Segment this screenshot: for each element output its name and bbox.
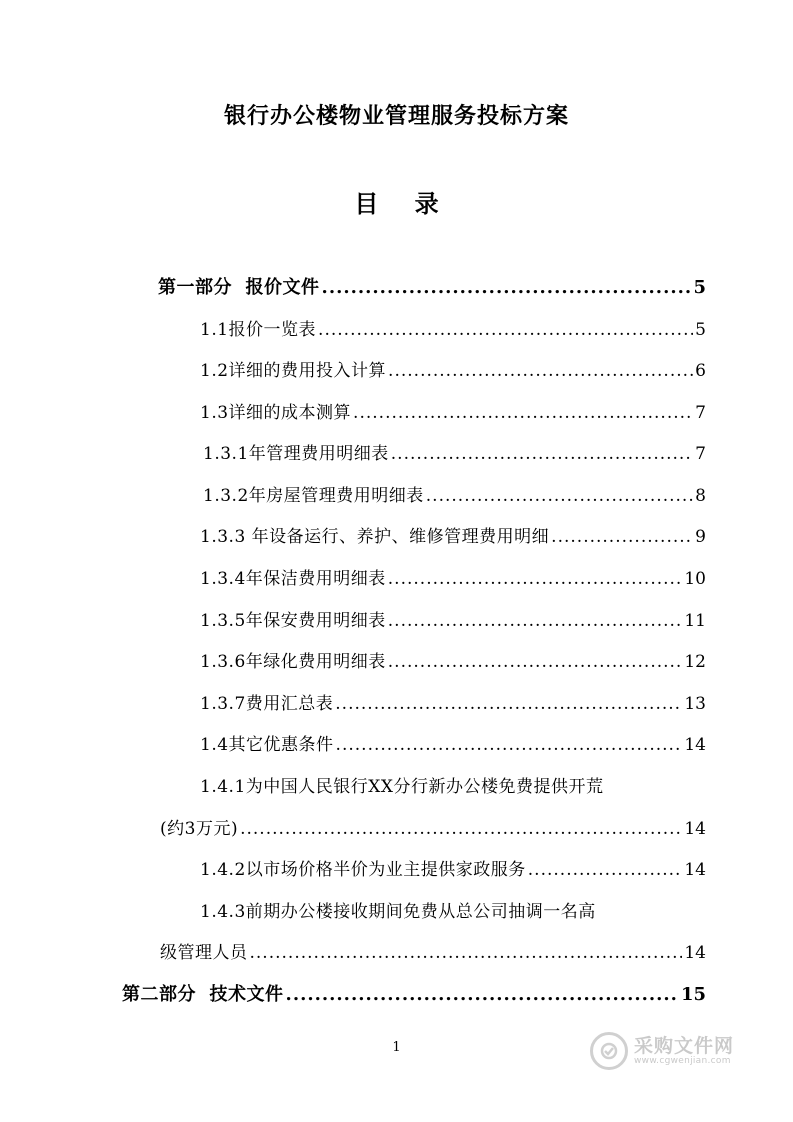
- toc-leader-dots: [388, 361, 693, 381]
- toc-leader-dots: [240, 819, 682, 839]
- toc-leader-dots: [250, 943, 683, 963]
- toc-entry-page: 10: [684, 569, 706, 589]
- toc-entry-page: 8: [695, 486, 706, 506]
- toc-entry-label: 1.1报价一览表: [200, 320, 317, 340]
- watermark-name: 采购文件网: [634, 1034, 735, 1057]
- toc-entry[interactable]: [200, 315, 706, 339]
- toc-entry-page: 14: [684, 860, 706, 880]
- cgwenjian-logo-icon: [590, 1032, 628, 1070]
- toc-entry[interactable]: [203, 481, 706, 505]
- watermark: [590, 1028, 760, 1074]
- toc-entry[interactable]: [200, 606, 706, 630]
- toc-entry-wrap-line[interactable]: 1.4.1为中国人民银行XX分行新办公楼免费提供开荒: [200, 777, 604, 797]
- toc-entry[interactable]: [160, 814, 706, 838]
- toc-entry-label: 1.3.2年房屋管理费用明细表: [203, 486, 424, 506]
- toc-entry[interactable]: [200, 730, 706, 754]
- toc-entry-page: 14: [684, 943, 706, 963]
- toc-entry-label: 1.4其它优惠条件: [200, 735, 334, 755]
- toc-entry-page: 13: [684, 694, 706, 714]
- toc-entry-page: 7: [695, 403, 706, 423]
- toc-entry[interactable]: [203, 439, 706, 463]
- toc-leader-dots: [388, 569, 683, 589]
- toc-leader-dots: [322, 277, 692, 298]
- toc-leader-dots: [388, 652, 683, 672]
- toc-leader-dots: [388, 611, 683, 631]
- toc-leader-dots: [426, 486, 693, 506]
- toc-entry-page: 15: [680, 984, 706, 1005]
- toc-leader-dots: [353, 403, 693, 423]
- toc-entry[interactable]: [200, 689, 706, 713]
- toc-entry[interactable]: [200, 356, 706, 380]
- toc-entry-label: 1.3.4年保洁费用明细表: [200, 569, 386, 589]
- toc-leader-dots: [391, 444, 693, 464]
- toc-entry-part-1[interactable]: [158, 273, 706, 297]
- toc-entry-page: 11: [684, 611, 706, 631]
- toc-entry-page: 9: [695, 527, 706, 547]
- toc-leader-dots: [286, 984, 679, 1005]
- toc-leader-dots: [318, 320, 693, 340]
- toc-entry[interactable]: [200, 398, 706, 422]
- toc-entry-label: 第二部分 技术文件: [122, 984, 284, 1005]
- toc-entry[interactable]: [200, 564, 706, 588]
- toc-entry-label: 1.3.7费用汇总表: [200, 694, 334, 714]
- toc-entry[interactable]: [160, 938, 706, 962]
- toc-entry-page: 5: [695, 320, 706, 340]
- toc-entry-label: 1.4.2以市场价格半价为业主提供家政服务: [200, 860, 526, 880]
- toc-entry-label: 1.3.1年管理费用明细表: [203, 444, 389, 464]
- toc-entry-page: 14: [684, 819, 706, 839]
- toc-leader-dots: [551, 527, 693, 547]
- toc-entry-page: 6: [695, 361, 706, 381]
- toc-entry-label: 1.3.6年绿化费用明细表: [200, 652, 386, 672]
- toc-entry[interactable]: [200, 855, 706, 879]
- toc-entry-label: 级管理人员: [160, 943, 248, 963]
- toc-heading: 目 录: [354, 189, 453, 218]
- toc-entry-part-2[interactable]: [122, 980, 706, 1004]
- toc-entry-page: 12: [684, 652, 706, 672]
- toc-entry-label: 1.2详细的费用投入计算: [200, 361, 387, 381]
- toc-entry-page: 7: [695, 444, 706, 464]
- toc-entry-label: (约3万元): [160, 819, 239, 839]
- watermark-url: www.cgwenjian.com: [634, 1055, 731, 1066]
- page-number: 1: [392, 1040, 401, 1055]
- toc-entry-label: 第一部分 报价文件: [158, 277, 320, 298]
- toc-entry-label: 1.3详细的成本测算: [200, 403, 352, 423]
- toc-entry[interactable]: [200, 647, 706, 671]
- toc-entry[interactable]: [200, 522, 706, 546]
- toc-entry-wrap-line[interactable]: 1.4.3前期办公楼接收期间免费从总公司抽调一名高: [200, 902, 596, 922]
- toc-entry-page: 14: [684, 735, 706, 755]
- toc-leader-dots: [335, 694, 682, 714]
- document-title: 银行办公楼物业管理服务投标方案: [223, 103, 569, 129]
- toc-leader-dots: [528, 860, 683, 880]
- toc-entry-label: 1.3.5年保安费用明细表: [200, 611, 386, 631]
- toc-entry-page: 5: [693, 277, 706, 298]
- toc-leader-dots: [336, 735, 683, 755]
- toc-entry-label: 1.3.3 年设备运行、养护、维修管理费用明细: [200, 527, 550, 547]
